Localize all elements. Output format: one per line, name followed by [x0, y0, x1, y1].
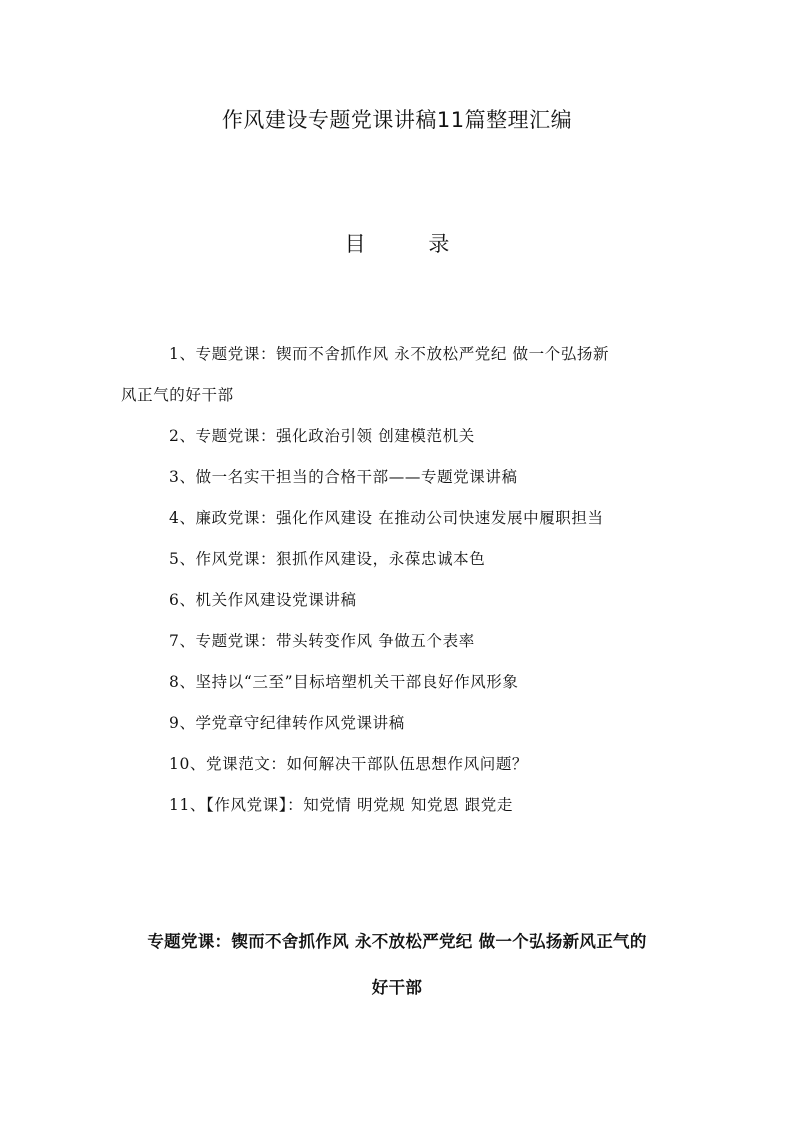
toc-item-text: 3、做一名实干担当的合格干部——专题党课讲稿: [169, 468, 518, 486]
toc-item-8[interactable]: [121, 672, 681, 692]
section-title-line-continued: 好干部: [371, 978, 423, 997]
toc-item-4[interactable]: [121, 508, 681, 528]
toc-item-10[interactable]: [121, 754, 681, 774]
toc-item-text: 4、廉政党课：强化作风建设 在推动公司快速发展中履职担当: [169, 509, 604, 527]
section-title-line: 专题党课：锲而不舍抓作风 永不放松严党纪 做一个弘扬新风正气的: [147, 932, 647, 951]
toc-item-11[interactable]: [121, 795, 681, 815]
document-title: 作风建设专题党课讲稿11篇整理汇编: [221, 108, 573, 132]
section-title: [0, 928, 794, 998]
toc-item-text: 7、专题党课：带头转变作风 争做五个表率: [169, 632, 475, 650]
toc-item-text: 10、党课范文：如何解决干部队伍思想作风问题？: [169, 755, 529, 773]
toc-item-5[interactable]: [121, 549, 681, 569]
table-of-contents: [121, 344, 681, 836]
toc-item-1[interactable]: [121, 344, 681, 405]
toc-item-6[interactable]: [121, 590, 681, 610]
toc-item-text-continued: 风正气的好干部: [121, 386, 234, 404]
toc-item-3[interactable]: [121, 467, 681, 487]
toc-item-text: 2、专题党课：强化政治引领 创建模范机关: [169, 427, 475, 445]
toc-heading: 目 录: [344, 232, 478, 256]
toc-item-text: 11、【作风党课】：知党情 明党规 知党恩 跟党走: [169, 796, 514, 814]
toc-item-text: 6、机关作风建设党课讲稿: [169, 591, 357, 609]
toc-item-text: 8、坚持以“三至”目标培塑机关干部良好作风形象: [169, 673, 519, 691]
toc-item-2[interactable]: [121, 426, 681, 446]
toc-item-7[interactable]: [121, 631, 681, 651]
toc-item-text: 1、专题党课：锲而不舍抓作风 永不放松严党纪 做一个弘扬新: [169, 345, 610, 363]
toc-item-text: 9、学党章守纪律转作风党课讲稿: [169, 714, 405, 732]
toc-item-9[interactable]: [121, 713, 681, 733]
toc-item-text: 5、作风党课：狠抓作风建设，永葆忠诚本色: [169, 550, 486, 568]
